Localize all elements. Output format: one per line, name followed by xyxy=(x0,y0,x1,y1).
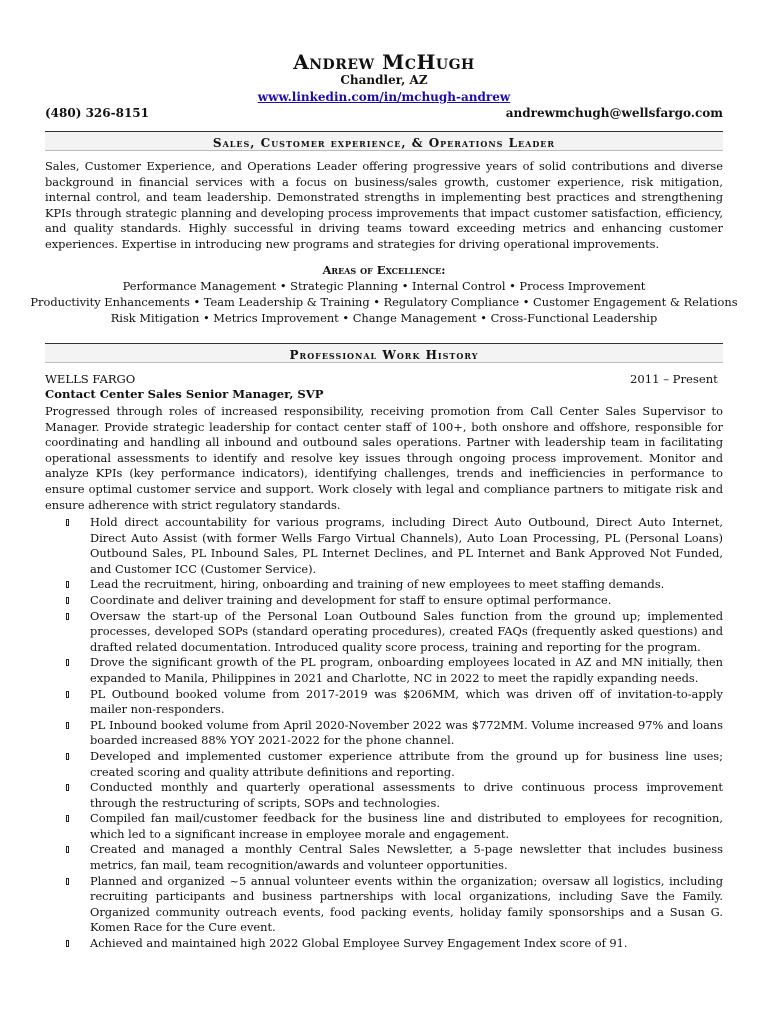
bullet-icon xyxy=(66,691,69,698)
list-item-text: Oversaw the start-up of the Personal Loan Outbound Sales function from the ground up; implemented processes, developed SOPs (standard operating procedures), created FAQs (frequently asked questions) and drafted related documentation. Introduced quality score process, training and reporting for the program. xyxy=(90,608,723,654)
list-item-text: Created and managed a monthly Central Sales Newsletter, a 5-page newsletter that includes business metrics, fan mail, team recognition/awards and volunteer opportunities. xyxy=(90,842,723,873)
list-item-text: Conducted monthly and quarterly operational assessments to drive continuous process improvement through the restructuring of scripts, SOPs and technologies. xyxy=(90,780,723,810)
list-item xyxy=(45,842,723,873)
list-item-text: Lead the recruitment, hiring, onboarding and training of new employees to meet staffing demands. xyxy=(90,577,665,592)
list-item-text: Coordinate and deliver training and development for staff to ensure optimal performance. xyxy=(90,592,612,607)
summary-heading: Sales, Customer experience, & Operations Leader xyxy=(212,136,556,150)
work-history-section-bar xyxy=(45,343,723,363)
list-item xyxy=(45,874,723,936)
list-item-text: PL Inbound booked volume from April 2020-November 2022 was $772MM. Volume increased 97% and loans boarded increased 88% YOY 2021-2022 for the phone channel. xyxy=(90,717,723,748)
bullet-icon xyxy=(66,613,69,620)
email-address: andrewmchugh@wellsfargo.com xyxy=(505,106,723,120)
list-item xyxy=(45,718,723,749)
employer-name: WELLS FARGO xyxy=(45,372,136,386)
list-item-text: Developed and implemented customer experience attribute from the ground up for business line uses; created scoring and quality attribute definitions and reporting. xyxy=(90,748,723,779)
bullet-icon xyxy=(66,940,69,947)
list-item xyxy=(45,593,723,609)
list-item-text: Drove the significant growth of the PL program, onboarding employees located in AZ and MN initially, then expanded to Manila, Philippines in 2021 and Charlotte, NC in 2022 to meet the rapidly expanding needs. xyxy=(90,655,723,685)
list-item xyxy=(45,655,723,686)
job-title: Contact Center Sales Senior Manager, SVP xyxy=(45,387,324,401)
list-item-text: Planned and organized ~5 annual volunteer events within the organization; oversaw all logistics, including recruiting participants and business partnerships with local organizations, including Save the Family. Organized community outreach events, food packing events, holiday family sponsorships and a Susan G. Komen Race for the Cure event. xyxy=(90,873,723,935)
list-item xyxy=(45,749,723,780)
list-item-text: Compiled fan mail/customer feedback for the business line and distributed to employees for recognition, which led to a significant increase in employee morale and engagement. xyxy=(90,811,723,841)
list-item xyxy=(45,811,723,842)
bullet-icon xyxy=(66,722,69,729)
areas-heading: Areas of Excellence: xyxy=(322,263,446,277)
list-item xyxy=(45,687,723,718)
bullet-icon xyxy=(66,846,69,853)
bullet-icon xyxy=(66,597,69,604)
list-item-text: Achieved and maintained high 2022 Global Employee Survey Engagement Index score of 91. xyxy=(90,936,628,951)
list-item xyxy=(45,780,723,811)
candidate-name: Andrew McHugh xyxy=(293,50,475,74)
bullet-icon xyxy=(66,784,69,791)
bullet-icon xyxy=(66,659,69,666)
candidate-location: Chandler, AZ xyxy=(340,73,428,87)
list-item xyxy=(45,609,723,656)
summary-paragraph: Sales, Customer Experience, and Operations Leader offering progressive years of solid contributions and diverse background in financial services with a focus on business/sales growth, customer experience, risk mitigation, internal control, and team leadership. Demonstrated strengths in implementing best practices and strengthening KPIs through strategic planning and developing process improvements that impact customer satisfaction, efficiency, and quality standards. Highly successful in driving teams toward exceeding metrics and enhancing customer experiences. Expertise in introducing new programs and strategies for driving operational improvements. xyxy=(45,159,723,251)
list-item xyxy=(45,515,723,577)
job-overview: Progressed through roles of increased responsibility, receiving promotion from Call Center Sales Supervisor to Manager. Provide strategic leadership for contact center staff of 100+, both onshore and offshore, responsible for coordinating and handling all inbound and outbound sales operations. Partner with leadership team in facilitating operational assessments to identify and resolve key issues through ongoing process improvement. Monitor and analyze KPIs (key performance indicators), identifying challenges, trends and inefficiencies in performance to ensure optimal customer service and support. Work closely with legal and compliance partners to mitigate risk and ensure adherence with strict regulatory standards. xyxy=(45,404,723,512)
employment-dates: 2011 – Present xyxy=(630,372,718,386)
list-item-text: PL Outbound booked volume from 2017-2019 was $206MM, which was driven off of invitation-to-apply mailer non-responders. xyxy=(90,686,723,717)
bullet-icon xyxy=(66,815,69,822)
work-history-heading: Professional Work History xyxy=(289,348,479,362)
bullet-icon xyxy=(66,753,69,760)
bullet-icon xyxy=(66,878,69,885)
areas-line: Performance Management • Strategic Planning • Internal Control • Process Improvement xyxy=(122,279,646,293)
phone-number: (480) 326-8151 xyxy=(45,106,150,120)
linkedin-link[interactable]: www.linkedin.com/in/mchugh-andrew xyxy=(257,90,511,104)
list-item-text: Hold direct accountability for various programs, including Direct Auto Outbound, Direct Auto Internet, Direct Auto Assist (with former Wells Fargo Virtual Channels), Auto Loan Processing, PL (Personal Loans) Outbound Sales, PL Inbound Sales, PL Internet Declines, and PL Internet and Bank Approved Not Funded, and Customer ICC (Customer Service). xyxy=(90,515,723,576)
achievements-list xyxy=(45,515,723,952)
bullet-icon xyxy=(66,519,69,526)
bullet-icon xyxy=(66,581,69,588)
summary-section-bar xyxy=(45,131,723,151)
list-item xyxy=(45,577,723,593)
areas-line: Risk Mitigation • Metrics Improvement • Change Management • Cross-Functional Leadership xyxy=(110,311,658,325)
areas-line: Productivity Enhancements • Team Leadership & Training • Regulatory Compliance • Customer Engagement & Relations xyxy=(30,295,738,309)
list-item xyxy=(45,936,723,952)
